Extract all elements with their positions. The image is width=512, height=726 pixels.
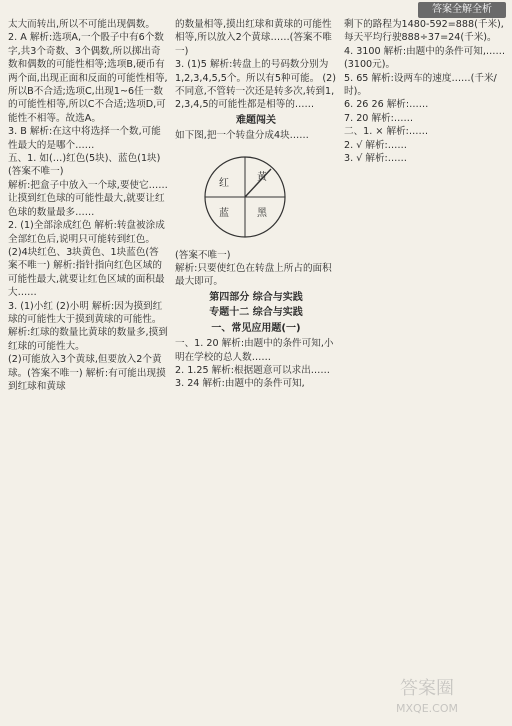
list-item: 解析:红球的数量比黄球的数量多,摸到红球的可能性大。 xyxy=(8,327,168,352)
list-item: (答案不唯一) xyxy=(175,249,231,261)
list-item: 二、1. × 解析:…… xyxy=(344,126,429,138)
section-title: 难题闯关 xyxy=(236,114,276,126)
list-item: 3. √ 解析:…… xyxy=(344,153,407,165)
list-item: 7. 20 解析:…… xyxy=(344,112,414,124)
list-item: 解析:只要使红色在转盘上所占的面积最大即可。 xyxy=(175,263,332,288)
list-item: 一、1. 20 解析:由题中的条件可知,小明在学校的总人数…… xyxy=(175,338,334,363)
spinner-circle-icon xyxy=(185,149,305,245)
list-item: (2)可能放入3个黄球,但要放入2个黄球。(答案不唯一) 解析:有可能出现摸到红球和黄球 xyxy=(8,354,166,392)
list-item: 太大而转出,所以不可能出现偶数。 xyxy=(8,19,155,30)
sector-label: 蓝 xyxy=(219,207,229,219)
list-item: 3. (1)5 解析:转盘上的号码数分别为1,2,3,4,5,5个。所以有5种可能。 (2)不同意,不管转一次还是转多次,转到1,2,3,4,5的可能性都是相等的…… xyxy=(175,59,336,111)
list-item: 2. √ 解析:…… xyxy=(344,139,407,151)
sector-label: 黑 xyxy=(257,207,267,219)
list-item: 5. 65 解析:设两车的速度……(千米/时)。 xyxy=(344,72,497,98)
list-item: 的数量相等,摸出红球和黄球的可能性相等,所以放入2个黄球……(答案不唯一) xyxy=(175,19,332,57)
list-item: (2)4块红色、3块黄色、1块蓝色(答案不唯一) 解析:指针指向红色区域的可能性最大,就要让红色区域的面积最大…… xyxy=(8,246,165,299)
list-item: 2. A 解析:选项A,一个骰子中有6个数字,共3个奇数、3个偶数,所以掷出奇数和偶数的可能性相等;选项B,硬币有两个面,出现正面和反面的可能性相等,所以B不合适;选项C,出现1~6任一数的可能性相等,所以C不合适;选项D,可能性不相等。故选A。 xyxy=(8,32,168,124)
list-item: 4. 3100 解析:由题中的条件可知,……(3100元)。 xyxy=(344,45,506,71)
list-item: 2. (1)全部涂成红色 解析:转盘被涂成全部红色后,说明只可能转到红色。 xyxy=(8,220,165,245)
svg-text:MXQE.COM: MXQE.COM xyxy=(396,702,458,715)
chapter-title: 专题十二 综合与实践 xyxy=(209,307,303,319)
list-item: 3. B 解析:在这中将选择一个数,可能性最大的是哪个…… xyxy=(8,126,161,151)
svg-text:答案圈: 答案圈 xyxy=(400,678,454,699)
sector-label: 黄 xyxy=(257,171,267,183)
part-title: 第四部分 综合与实践 xyxy=(209,291,303,303)
column-left xyxy=(8,18,168,393)
watermark-stamp-icon xyxy=(362,660,492,720)
list-item: 如下图,把一个转盘分成4块…… xyxy=(175,130,309,142)
list-item: 五、1. 如(…)红色(5块)、蓝色(1块)(答案不唯一) xyxy=(8,153,161,178)
list-item: 解析:把盒子中放入一个球,要使它……让摸到红色球的可能性最大,就要让红色球的数量最多…… xyxy=(8,179,168,218)
list-item: 3. 24 解析:由题中的条件可知, xyxy=(175,378,305,390)
spinner-diagram xyxy=(185,149,305,245)
answer-banner: 答案全解全析 xyxy=(418,2,506,18)
sector-label: 红 xyxy=(219,177,229,189)
list-item: 剩下的路程为1480-592=888(千米),每天平均行驶888÷37=24(千米)。 xyxy=(344,19,504,44)
subsection-title: 一、常见应用题(一) xyxy=(211,322,301,334)
list-item: 3. (1)小红 (2)小明 解析:因为摸到红球的可能性大于摸到黄球的可能性。 xyxy=(8,300,163,325)
column-middle xyxy=(175,18,337,391)
column-right xyxy=(344,18,506,165)
list-item: 2. 1.25 解析:根据题意可以求出…… xyxy=(175,364,330,376)
list-item: 6. 26 26 解析:…… xyxy=(344,99,429,111)
